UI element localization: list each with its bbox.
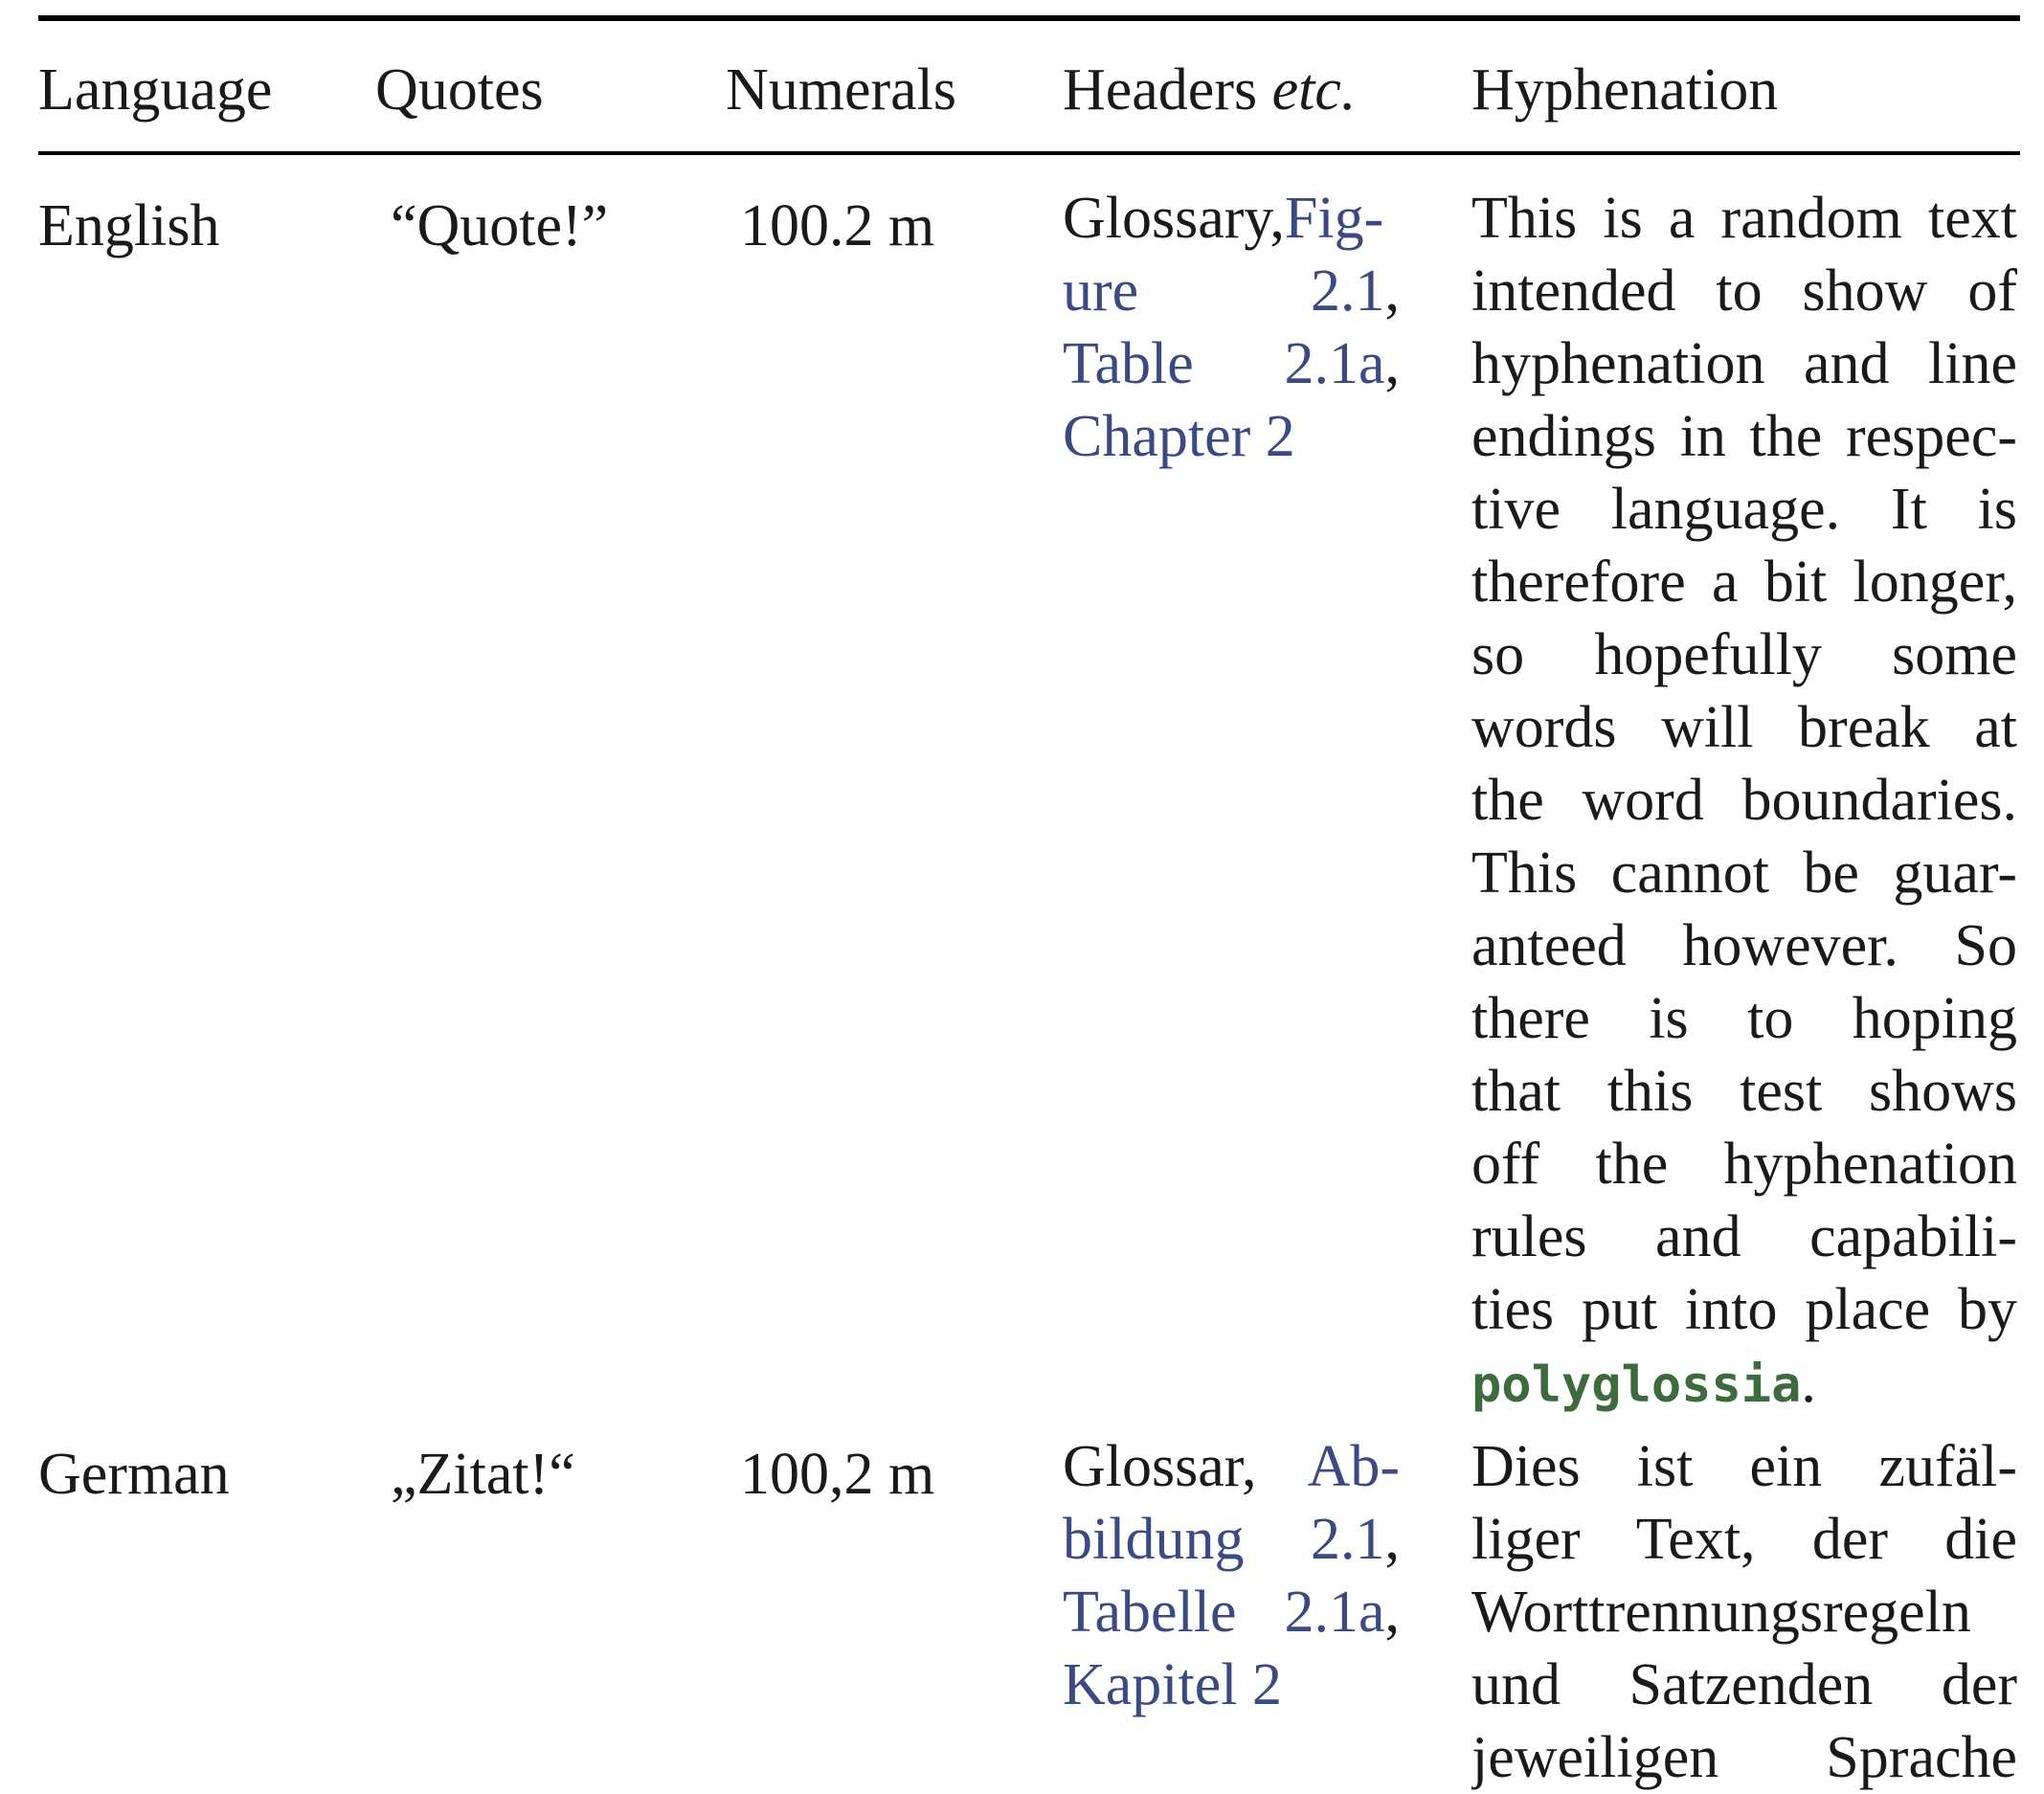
table-top-rule — [38, 15, 2020, 21]
hyphenation-line: This cannot be guar- — [1471, 841, 2017, 906]
hyphenation-line: jeweiligen Sprache — [1471, 1725, 2017, 1790]
comma: , — [1384, 331, 1400, 396]
header-language: Language — [38, 57, 273, 123]
table-link[interactable]: Table — [1063, 331, 1194, 396]
hyphenation-line: the word boundaries. — [1471, 768, 2017, 833]
chapter-link[interactable]: Kapitel 2 — [1063, 1652, 1282, 1717]
ref-line — [1063, 255, 1400, 327]
cell-numeral: 100.2 m — [740, 193, 935, 258]
hyphenation-line: that this test shows — [1471, 1059, 2017, 1124]
hyphenation-line: This is a random text — [1471, 186, 2017, 251]
hyphenation-line: und Satzenden der — [1471, 1652, 2017, 1717]
ref-line — [1063, 1430, 1400, 1503]
cell-numeral: 100,2 m — [740, 1442, 935, 1507]
figure-number-link[interactable]: 2.1 — [1311, 258, 1385, 324]
ref-line — [1063, 1576, 1400, 1648]
glossary-text: Glossary, — [1063, 186, 1285, 251]
table-number-link[interactable]: 2.1a — [1284, 331, 1385, 396]
figure-link[interactable]: bildung — [1063, 1507, 1245, 1572]
cell-hyphenation — [1471, 1430, 2017, 1794]
hyphenation-line: hyphenation and line — [1471, 331, 2017, 396]
cell-quote: “Quote!” — [391, 193, 609, 258]
header-numerals: Numerals — [726, 57, 957, 123]
cell-language: German — [38, 1442, 230, 1507]
period: . — [1801, 1350, 1816, 1415]
header-headers-etc: etc. — [1271, 57, 1357, 123]
hyphenation-line: there is to hoping — [1471, 986, 2017, 1051]
table-link[interactable]: Tabelle — [1063, 1580, 1237, 1645]
header-headers-text: Headers — [1063, 57, 1272, 123]
cell-quote: „Zitat!“ — [391, 1442, 575, 1507]
chapter-link[interactable]: Chapter 2 — [1063, 404, 1295, 469]
hyphenation-line: endings in the respec- — [1471, 404, 2017, 469]
ref-line — [1063, 327, 1400, 400]
ref-line — [1063, 400, 1400, 473]
header-quotes: Quotes — [375, 57, 544, 123]
hyphenation-line: anteed however. So — [1471, 913, 2017, 978]
table-number-link[interactable]: 2.1a — [1284, 1580, 1385, 1645]
hyphenation-line: off the hyphenation — [1471, 1132, 2017, 1197]
cell-hyphenation — [1471, 182, 2017, 1419]
ref-line — [1063, 1503, 1400, 1576]
ref-line — [1063, 1648, 1400, 1721]
ref-line — [1063, 182, 1400, 255]
figure-link[interactable]: Fig- — [1284, 186, 1384, 251]
package-name: polyglossia — [1471, 1357, 1802, 1414]
header-hyphenation: Hyphenation — [1471, 57, 1779, 123]
table-header-rule — [38, 151, 2020, 155]
figure-link[interactable]: ure — [1063, 258, 1139, 324]
cell-references — [1063, 1430, 1400, 1721]
hyphenation-line: so hopefully some — [1471, 622, 2017, 687]
hyphenation-line: tive language. It is — [1471, 477, 2017, 542]
hyphenation-line: liger Text, der die — [1471, 1507, 2017, 1572]
figure-link[interactable]: Ab- — [1307, 1434, 1400, 1499]
header-headers — [1063, 54, 1356, 126]
hyphenation-line: intended to show of — [1471, 258, 2017, 324]
hyphenation-line: Dies ist ein zufäl- — [1471, 1434, 2017, 1499]
glossary-text: Glossar, — [1063, 1434, 1257, 1499]
hyphenation-line — [1471, 1346, 2017, 1419]
comma: , — [1384, 258, 1400, 324]
hyphenation-line: words will break at — [1471, 695, 2017, 760]
hyphenation-line: Worttrennungsregeln — [1471, 1580, 1971, 1645]
hyphenation-line: therefore a bit longer, — [1471, 549, 2017, 615]
comma: , — [1384, 1580, 1400, 1645]
hyphenation-line: ties put into place by — [1471, 1277, 2017, 1342]
cell-language: English — [38, 193, 220, 258]
figure-number-link[interactable]: 2.1 — [1311, 1507, 1385, 1572]
cell-references — [1063, 182, 1400, 473]
hyphenation-line: rules and capabili- — [1471, 1204, 2017, 1269]
comma: , — [1384, 1507, 1400, 1572]
